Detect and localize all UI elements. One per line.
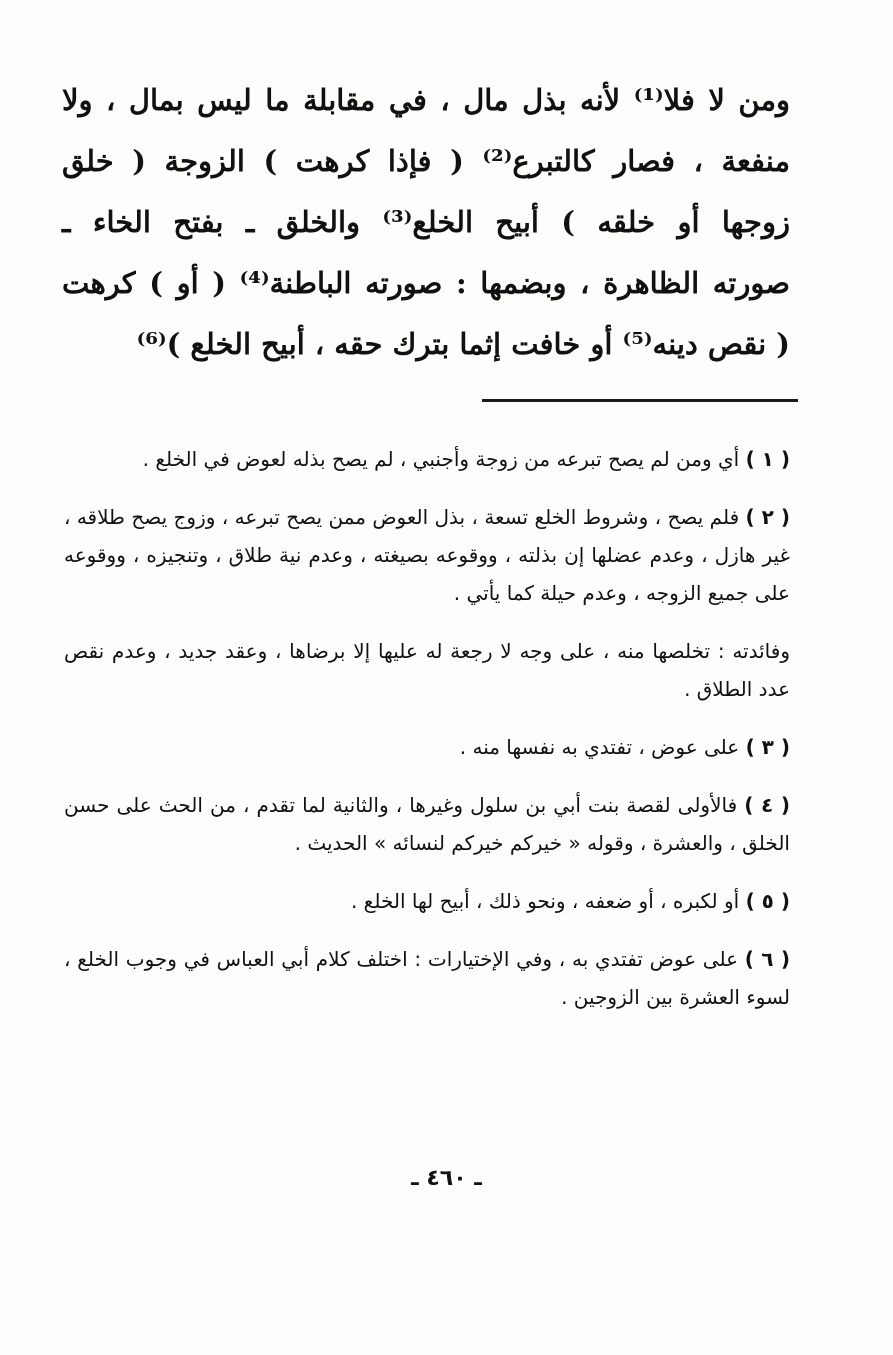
main-text-line: صورته الظاهرة ، وبضمها : صورته الباطنة⁽⁴⁾ ( أو ) كرهت [62,266,790,300]
main-text-line: منفعة ، فصار كالتبرع⁽²⁾ ( فإذا كرهت ) الزوجة ( خلق [62,144,791,178]
main-text-block [62,70,790,375]
footnote-number: ( ٤ ) [744,793,790,817]
footnote-6 [64,940,790,1016]
footnote-2 [64,498,790,612]
main-text-line: ( نقص دينه⁽⁵⁾ أو خافت إثما بترك حقه ، أبيح الخلع )⁽⁶⁾ [136,327,790,361]
footnote-text: أي ومن لم يصح تبرعه من زوجة وأجنبي ، لم يصح بذله لعوض في الخلع . [142,447,740,471]
footnote-separator-rule [482,399,798,402]
footnote-text: فلم يصح ، وشروط الخلع تسعة ، بذل العوض ممن يصح تبرعه ، وزوج يصح طلاقه ، غير هازل ، وعدم عضلها إن بذلته ، ووقوعه بصيغته ، وعدم نية طلاق ، وتنجيزه ، ووقوعه على جميع الزوجه ، وعدم حيلة كما يأتي . [64,505,790,605]
page-number: ـ ٤٦٠ ـ [411,1166,482,1191]
footnote-3 [64,728,790,766]
footnote-number: ( ٦ ) [744,947,791,971]
footnote-number: ( ١ ) [745,447,790,471]
footnotes-section [64,440,790,1036]
footnote-number: ( ٣ ) [745,735,790,759]
footnote-1 [64,440,790,478]
footnote-text: وفائدته : تخلصها منه ، على وجه لا رجعة له عليها إلا برضاها ، وعقد جديد ، وعدم نقص عدد الطلاق . [64,639,790,701]
footnote-text: أو لكبره ، أو ضعفه ، ونحو ذلك ، أبيح لها الخلع . [350,889,740,913]
footnote-text: على عوض تفتدي به ، وفي الإختيارات : اختلف كلام أبي العباس في وجوب الخلع ، لسوء العشرة بين الزوجين . [64,947,790,1009]
footnote-5 [64,882,790,920]
footnote-2-continuation [64,632,790,708]
footnote-number: ( ٢ ) [745,505,791,529]
main-text-line: ومن لا فلا⁽¹⁾ لأنه بذل مال ، في مقابلة ما ليس بمال ، ولا [62,83,791,117]
footnote-number: ( ٥ ) [745,889,790,913]
footnote-4 [64,786,790,862]
footnote-text: على عوض ، تفتدي به نفسها منه . [459,735,740,759]
main-text-line: زوجها أو خلقه ) أبيح الخلع⁽³⁾ والخلق ـ بفتح الخاء ـ [62,205,790,239]
footnote-text: فالأولى لقصة بنت أبي بن سلول وغيرها ، والثانية لما تقدم ، من الحث على حسن الخلق ، والعشرة ، وقوله « خيركم خيركم لنسائه » الحديث . [64,793,790,855]
